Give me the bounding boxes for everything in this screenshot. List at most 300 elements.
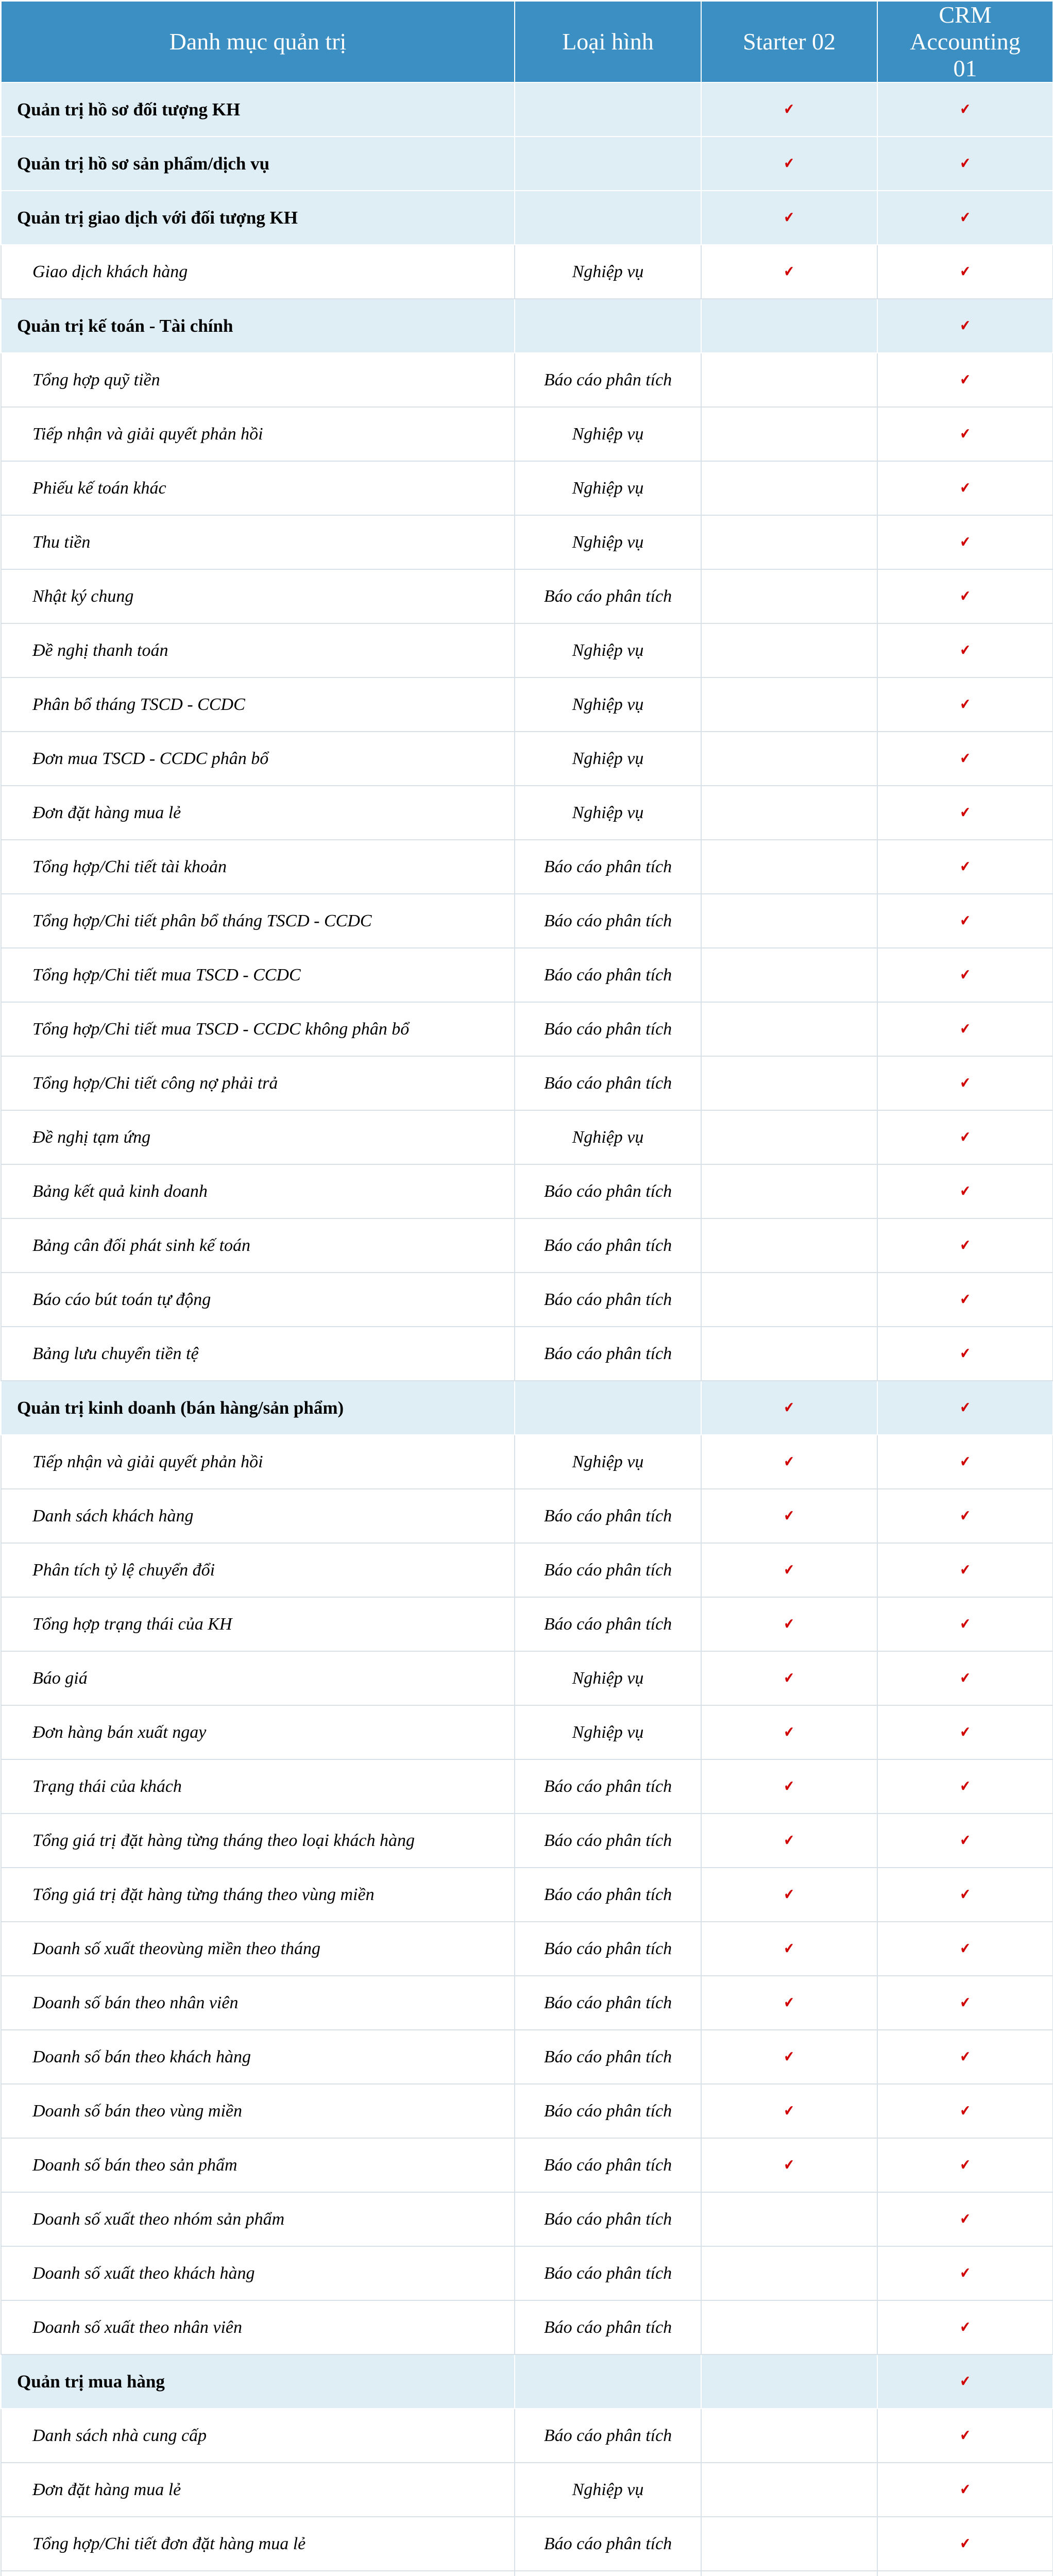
crm-accounting-01-cell [877,1759,1053,1814]
checkmark-icon: ✔ [784,262,795,281]
item-type: Nghiệp vụ [515,245,701,299]
starter-02-cell [701,840,877,894]
checkmark-icon: ✔ [784,1561,795,1579]
checkmark-icon: ✔ [960,2534,971,2553]
starter-02-cell [701,1489,877,1543]
table-row [1,677,1053,732]
item-name: Báo giá [1,1651,515,1705]
item-name: Doanh số bán theo sản phẩm [1,2138,515,2192]
starter-02-cell [701,245,877,299]
crm-accounting-01-cell [877,2246,1053,2300]
starter-02-cell [701,299,877,353]
item-name: Tổng hợp/Chi tiết tài khoản [1,840,515,894]
item-name: Doanh số bán theo khách hàng [1,2030,515,2084]
table-row [1,515,1053,569]
checkmark-icon: ✔ [960,911,971,930]
item-name: Bảng lưu chuyển tiền tệ [1,1327,515,1381]
section-row [1,82,1053,137]
item-name [1,2571,515,2576]
checkmark-icon: ✔ [960,533,971,551]
checkmark-icon: ✔ [784,1398,795,1417]
starter-02-cell [701,2030,877,2084]
item-type: Báo cáo phân tích [515,569,701,623]
crm-accounting-01-cell [877,2192,1053,2246]
checkmark-icon: ✔ [960,1723,971,1741]
checkmark-icon: ✔ [960,695,971,714]
checkmark-icon: ✔ [960,2426,971,2445]
starter-02-cell [701,1597,877,1651]
item-type: Báo cáo phân tích [515,2246,701,2300]
crm-accounting-01-cell [877,515,1053,569]
starter-02-cell [701,1814,877,1868]
item-type: Báo cáo phân tích [515,1759,701,1814]
item-type: Báo cáo phân tích [515,1814,701,1868]
table-row [1,2300,1053,2354]
checkmark-icon: ✔ [784,1506,795,1525]
checkmark-icon: ✔ [960,1236,971,1255]
starter-02-cell [701,2084,877,2138]
item-name: Đơn đặt hàng mua lẻ [1,786,515,840]
starter-02-cell [701,2246,877,2300]
item-type [515,2571,701,2576]
checkmark-icon: ✔ [784,1831,795,1850]
section-row [1,191,1053,245]
starter-02-cell [701,1273,877,1327]
table-row [1,894,1053,948]
checkmark-icon: ✔ [784,2047,795,2066]
starter-02-cell [701,82,877,137]
checkmark-icon: ✔ [960,1939,971,1958]
crm-accounting-01-cell [877,2084,1053,2138]
item-type: Nghiệp vụ [515,1435,701,1489]
section-title: Quản trị giao dịch với đối tượng KH [1,191,515,245]
checkmark-icon: ✔ [960,587,971,605]
item-type: Báo cáo phân tích [515,1868,701,1922]
checkmark-icon: ✔ [960,1669,971,1687]
item-type: Báo cáo phân tích [515,1164,701,1218]
crm-accounting-01-cell [877,2571,1053,2576]
table-row [1,2192,1053,2246]
item-type: Nghiệp vụ [515,1110,701,1164]
item-name: Tiếp nhận và giải quyết phản hồi [1,407,515,461]
checkmark-icon: ✔ [960,2102,971,2120]
table-row [1,1435,1053,1489]
section-title: Quản trị kế toán - Tài chính [1,299,515,353]
crm-accounting-01-cell [877,82,1053,137]
item-type: Báo cáo phân tích [515,2300,701,2354]
item-type: Nghiệp vụ [515,677,701,732]
starter-02-cell [701,677,877,732]
table-row [1,732,1053,786]
checkmark-icon: ✔ [960,316,971,335]
item-type: Báo cáo phân tích [515,2084,701,2138]
crm-accounting-01-cell [877,1273,1053,1327]
table-row [1,1218,1053,1273]
table-row [1,840,1053,894]
item-name: Trạng thái của khách [1,1759,515,1814]
checkmark-icon: ✔ [784,1669,795,1687]
checkmark-icon: ✔ [960,425,971,443]
crm-accounting-01-cell [877,1814,1053,1868]
starter-02-cell [701,353,877,407]
crm-accounting-01-cell [877,732,1053,786]
table-row [1,1814,1053,1868]
table-row [1,353,1053,407]
item-name: Bảng cân đối phát sinh kế toán [1,1218,515,1273]
starter-02-cell [701,786,877,840]
item-type: Nghiệp vụ [515,623,701,677]
item-name: Tổng giá trị đặt hàng từng tháng theo loại khách hàng [1,1814,515,1868]
table-row [1,1273,1053,1327]
starter-02-cell [701,461,877,515]
item-type: Báo cáo phân tích [515,1976,701,2030]
item-type: Báo cáo phân tích [515,2409,701,2463]
item-name: Nhật ký chung [1,569,515,623]
item-name: Đề nghị thanh toán [1,623,515,677]
checkmark-icon: ✔ [960,2047,971,2066]
section-row [1,137,1053,191]
starter-02-cell [701,1922,877,1976]
table-row [1,569,1053,623]
crm-accounting-01-cell [877,1056,1053,1110]
crm-accounting-01-cell [877,407,1053,461]
item-type: Nghiệp vụ [515,732,701,786]
item-type: Báo cáo phân tích [515,2192,701,2246]
header-type: Loại hình [515,1,701,82]
item-type: Báo cáo phân tích [515,1218,701,1273]
item-name: Doanh số xuất theo khách hàng [1,2246,515,2300]
table-row [1,2084,1053,2138]
table-row [1,1705,1053,1759]
crm-accounting-01-cell [877,1381,1053,1435]
checkmark-icon: ✔ [960,803,971,822]
crm-accounting-01-cell [877,1922,1053,1976]
table-row [1,461,1053,515]
starter-02-cell [701,1164,877,1218]
item-name: Giao dịch khách hàng [1,245,515,299]
item-name: Doanh số xuất theovùng miền theo tháng [1,1922,515,1976]
starter-02-cell [701,1868,877,1922]
checkmark-icon: ✔ [960,1020,971,1038]
checkmark-icon: ✔ [960,1561,971,1579]
starter-02-cell [701,1327,877,1381]
starter-02-cell [701,137,877,191]
starter-02-cell [701,894,877,948]
table-row [1,786,1053,840]
table-row [1,1110,1053,1164]
section-title: Quản trị mua hàng [1,2354,515,2409]
crm-accounting-01-cell [877,623,1053,677]
section-title: Quản trị hồ sơ sản phẩm/dịch vụ [1,137,515,191]
table-row [1,1327,1053,1381]
item-name: Bảng kết quả kinh doanh [1,1164,515,1218]
table-row [1,245,1053,299]
checkmark-icon: ✔ [960,1777,971,1795]
crm-accounting-01-cell [877,299,1053,353]
checkmark-icon: ✔ [784,1993,795,2012]
checkmark-icon: ✔ [784,1723,795,1741]
checkmark-icon: ✔ [960,965,971,984]
item-type: Báo cáo phân tích [515,1922,701,1976]
item-type: Báo cáo phân tích [515,2517,701,2571]
item-type: Nghiệp vụ [515,786,701,840]
checkmark-icon: ✔ [784,2156,795,2174]
table-row [1,1976,1053,2030]
item-name: Tiếp nhận và giải quyết phản hồi [1,1435,515,1489]
header-starter-02: Starter 02 [701,1,877,82]
checkmark-icon: ✔ [960,857,971,876]
header-crm-accounting-01: CRM Accounting 01 [877,1,1053,82]
starter-02-cell [701,1759,877,1814]
item-name: Phân tích tỷ lệ chuyển đổi [1,1543,515,1597]
section-row [1,1381,1053,1435]
item-type: Báo cáo phân tích [515,1489,701,1543]
checkmark-icon: ✔ [960,1615,971,1633]
item-name: Tổng hợp/Chi tiết mua TSCD - CCDC [1,948,515,1002]
table-row [1,1922,1053,1976]
checkmark-icon: ✔ [960,1074,971,1092]
item-type: Nghiệp vụ [515,1705,701,1759]
table-row [1,1056,1053,1110]
starter-02-cell [701,1651,877,1705]
table-row [1,1597,1053,1651]
crm-accounting-01-cell [877,1110,1053,1164]
table-row [1,2517,1053,2571]
checkmark-icon: ✔ [960,2318,971,2336]
item-type: Báo cáo phân tích [515,1327,701,1381]
item-name: Phiếu kế toán khác [1,461,515,515]
checkmark-icon: ✔ [960,749,971,768]
section-title: Quản trị kinh doanh (bán hàng/sản phẩm) [1,1381,515,1435]
checkmark-icon: ✔ [960,2264,971,2282]
crm-accounting-01-cell [877,1327,1053,1381]
item-type: Báo cáo phân tích [515,894,701,948]
table-row [1,1543,1053,1597]
crm-accounting-01-cell [877,1543,1053,1597]
starter-02-cell [701,1543,877,1597]
crm-accounting-01-cell [877,2409,1053,2463]
checkmark-icon: ✔ [960,1831,971,1850]
item-name: Tổng hợp/Chi tiết mua TSCD - CCDC không phân bổ [1,1002,515,1056]
section-title: Quản trị hồ sơ đối tượng KH [1,82,515,137]
table-row [1,623,1053,677]
checkmark-icon: ✔ [784,1885,795,1904]
checkmark-icon: ✔ [784,2102,795,2120]
crm-accounting-01-cell [877,677,1053,732]
item-type: Báo cáo phân tích [515,840,701,894]
crm-accounting-01-cell [877,2354,1053,2409]
item-type [515,82,701,137]
crm-accounting-01-cell [877,840,1053,894]
checkmark-icon: ✔ [960,208,971,227]
starter-02-cell [701,1002,877,1056]
starter-02-cell [701,2517,877,2571]
item-name: Danh sách khách hàng [1,1489,515,1543]
item-type: Báo cáo phân tích [515,1273,701,1327]
checkmark-icon: ✔ [960,479,971,497]
starter-02-cell [701,515,877,569]
starter-02-cell [701,2463,877,2517]
crm-accounting-01-cell [877,894,1053,948]
crm-accounting-01-cell [877,1489,1053,1543]
item-name: Doanh số xuất theo nhân viên [1,2300,515,2354]
item-type [515,137,701,191]
item-type: Nghiệp vụ [515,407,701,461]
crm-accounting-01-cell [877,2463,1053,2517]
checkmark-icon: ✔ [960,641,971,659]
crm-accounting-01-cell [877,191,1053,245]
item-name: Doanh số bán theo vùng miền [1,2084,515,2138]
starter-02-cell [701,948,877,1002]
checkmark-icon: ✔ [960,1506,971,1525]
item-name: Đơn hàng bán xuất ngay [1,1705,515,1759]
crm-accounting-01-cell [877,569,1053,623]
crm-accounting-01-cell [877,1705,1053,1759]
table-row [1,407,1053,461]
checkmark-icon: ✔ [960,370,971,389]
starter-02-cell [701,1976,877,2030]
starter-02-cell [701,569,877,623]
checkmark-icon: ✔ [960,1128,971,1146]
table-row [1,1002,1053,1056]
item-type: Báo cáo phân tích [515,2138,701,2192]
table-row [1,1164,1053,1218]
item-type [515,2354,701,2409]
checkmark-icon: ✔ [960,2210,971,2228]
item-name: Tổng hợp/Chi tiết công nợ phải trả [1,1056,515,1110]
starter-02-cell [701,1110,877,1164]
checkmark-icon: ✔ [784,208,795,227]
table-row [1,948,1053,1002]
item-type: Báo cáo phân tích [515,1543,701,1597]
crm-accounting-01-cell [877,786,1053,840]
item-type: Báo cáo phân tích [515,948,701,1002]
item-type: Nghiệp vụ [515,2463,701,2517]
crm-accounting-01-cell [877,353,1053,407]
item-type: Nghiệp vụ [515,515,701,569]
item-type: Báo cáo phân tích [515,1002,701,1056]
starter-02-cell [701,623,877,677]
item-name: Thu tiền [1,515,515,569]
checkmark-icon: ✔ [960,1452,971,1471]
table-row [1,2409,1053,2463]
table-row [1,2138,1053,2192]
crm-accounting-01-cell [877,1002,1053,1056]
crm-accounting-01-cell [877,461,1053,515]
checkmark-icon: ✔ [784,1939,795,1958]
crm-accounting-01-cell [877,245,1053,299]
checkmark-icon: ✔ [960,2480,971,2499]
checkmark-icon: ✔ [960,1344,971,1363]
header-row [1,1,1053,82]
feature-matrix-table [1,1,1053,2576]
item-name: Đơn mua TSCD - CCDC phân bổ [1,732,515,786]
crm-accounting-01-cell [877,1868,1053,1922]
table-row [1,2463,1053,2517]
table-row [1,1759,1053,1814]
item-type [515,299,701,353]
starter-02-cell [701,2409,877,2463]
starter-02-cell [701,191,877,245]
crm-accounting-01-cell [877,2030,1053,2084]
starter-02-cell [701,2354,877,2409]
starter-02-cell [701,1435,877,1489]
crm-accounting-01-cell [877,1651,1053,1705]
checkmark-icon: ✔ [784,1777,795,1795]
checkmark-icon: ✔ [960,2156,971,2174]
item-type [515,1381,701,1435]
section-row [1,299,1053,353]
checkmark-icon: ✔ [960,1885,971,1904]
checkmark-icon: ✔ [960,1290,971,1309]
crm-accounting-01-cell [877,2300,1053,2354]
crm-accounting-01-cell [877,948,1053,1002]
starter-02-cell [701,1056,877,1110]
table-row [1,1868,1053,1922]
item-name: Tổng hợp/Chi tiết phân bổ tháng TSCD - CCDC [1,894,515,948]
checkmark-icon: ✔ [960,100,971,118]
item-type: Báo cáo phân tích [515,1597,701,1651]
starter-02-cell [701,1705,877,1759]
table-row [1,1489,1053,1543]
item-name: Tổng hợp trạng thái của KH [1,1597,515,1651]
checkmark-icon: ✔ [960,2372,971,2391]
starter-02-cell [701,407,877,461]
item-type: Nghiệp vụ [515,1651,701,1705]
crm-accounting-01-cell [877,2517,1053,2571]
item-name: Đơn đặt hàng mua lẻ [1,2463,515,2517]
checkmark-icon: ✔ [784,1615,795,1633]
item-name: Doanh số bán theo nhân viên [1,1976,515,2030]
item-type: Báo cáo phân tích [515,1056,701,1110]
crm-accounting-01-cell [877,1435,1053,1489]
checkmark-icon: ✔ [960,1182,971,1200]
crm-accounting-01-cell [877,1976,1053,2030]
crm-accounting-01-cell [877,137,1053,191]
item-type: Nghiệp vụ [515,461,701,515]
item-name: Doanh số xuất theo nhóm sản phẩm [1,2192,515,2246]
item-type: Báo cáo phân tích [515,2030,701,2084]
starter-02-cell [701,2138,877,2192]
item-name: Báo cáo bút toán tự động [1,1273,515,1327]
item-type [515,191,701,245]
starter-02-cell [701,2300,877,2354]
checkmark-icon: ✔ [784,154,795,173]
item-type: Báo cáo phân tích [515,353,701,407]
starter-02-cell [701,2571,877,2576]
checkmark-icon: ✔ [960,262,971,281]
table-row [1,1651,1053,1705]
checkmark-icon: ✔ [784,1452,795,1471]
section-row [1,2354,1053,2409]
starter-02-cell [701,1381,877,1435]
item-name: Phân bổ tháng TSCD - CCDC [1,677,515,732]
item-name: Đề nghị tạm ứng [1,1110,515,1164]
table-row [1,2246,1053,2300]
checkmark-icon: ✔ [784,100,795,118]
item-name: Danh sách nhà cung cấp [1,2409,515,2463]
item-name: Tổng hợp quỹ tiền [1,353,515,407]
checkmark-icon: ✔ [960,1398,971,1417]
starter-02-cell [701,2192,877,2246]
header-category: Danh mục quản trị [1,1,515,82]
table-body [1,82,1053,2576]
starter-02-cell [701,1218,877,1273]
checkmark-icon: ✔ [960,1993,971,2012]
crm-accounting-01-cell [877,2138,1053,2192]
starter-02-cell [701,732,877,786]
table-row [1,2030,1053,2084]
